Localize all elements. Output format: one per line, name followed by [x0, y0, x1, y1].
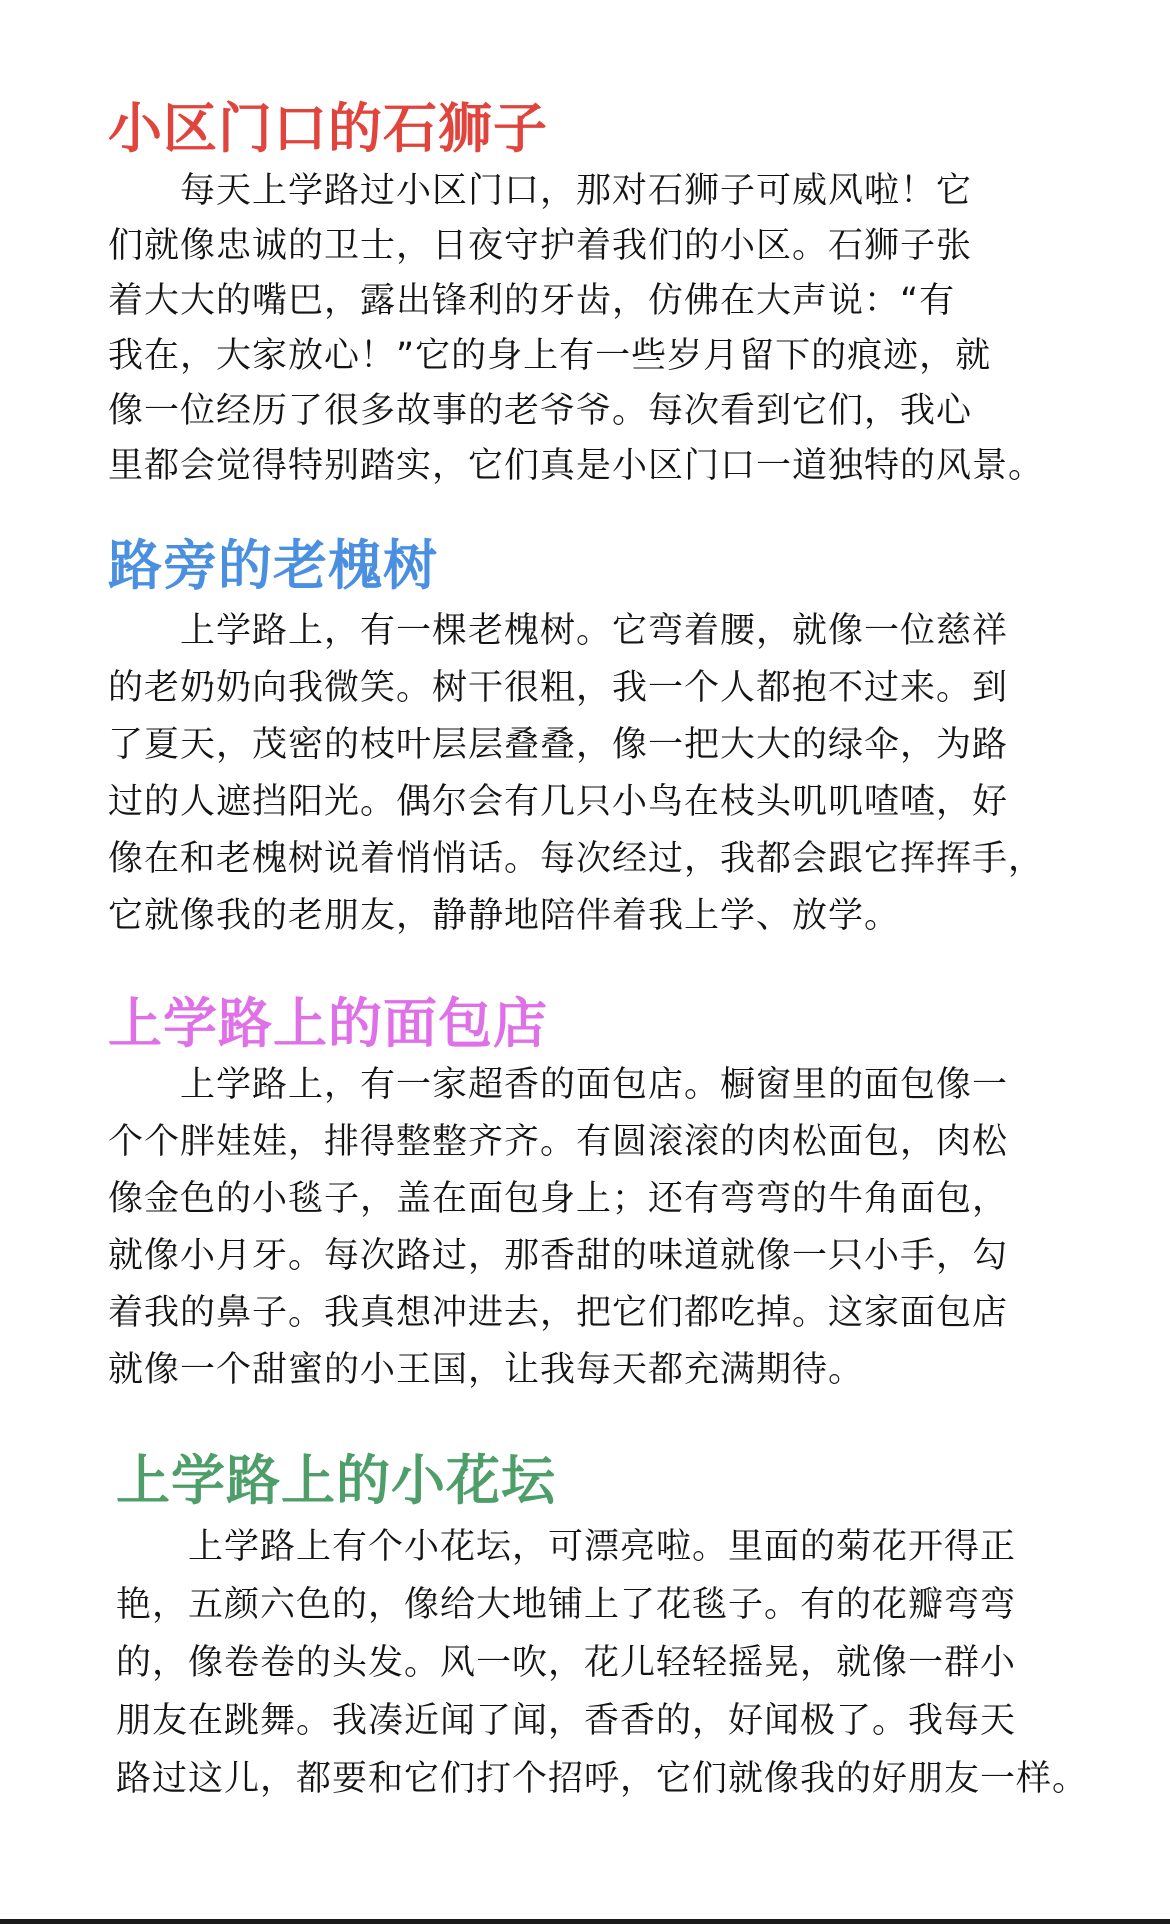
section-title: 上学路上的面包店 — [108, 992, 548, 1055]
paragraph-line: 朋友在跳舞。我凑近闻了闻，香香的，好闻极了。我每天 — [116, 1701, 1017, 1741]
paragraph-line: 们就像忠诚的卫士，日夜守护着我们的小区。石狮子张 — [108, 226, 973, 266]
paragraph-line: 了夏天，茂密的枝叶层层叠叠，像一把大大的绿伞，为路 — [108, 725, 1009, 765]
section-paragraph — [116, 1518, 1106, 1808]
paragraph-line: 路过这儿，都要和它们打个招呼，它们就像我的好朋友一样。 — [116, 1759, 1089, 1799]
paragraph-line: 它就像我的老朋友，静静地陪伴着我上学、放学。 — [108, 896, 901, 936]
paragraph-line: 的，像卷卷的头发。风一吹，花儿轻轻摇晃，就像一群小 — [116, 1643, 1017, 1683]
paragraph-line: 艳，五颜六色的，像给大地铺上了花毯子。有的花瓣弯弯 — [116, 1585, 1017, 1625]
paragraph-line: 上学路上，有一棵老槐树。它弯着腰，就像一位慈祥 — [180, 611, 1009, 651]
paragraph-line: 的老奶奶向我微笑。树干很粗，我一个人都抱不过来。到 — [108, 668, 1009, 708]
section-paragraph — [108, 603, 1098, 945]
paragraph-line: 着我的鼻子。我真想冲进去，把它们都吃掉。这家面包店 — [108, 1293, 1009, 1333]
section-title: 路旁的老槐树 — [108, 534, 438, 597]
section-bakery — [108, 993, 1098, 1399]
section-title: 上学路上的小花坛 — [116, 1449, 556, 1512]
bottom-divider — [0, 1919, 1170, 1924]
paragraph-line: 上学路上，有一家超香的面包店。橱窗里的面包像一 — [180, 1065, 1009, 1105]
paragraph-line: 就像一个甜蜜的小王国，让我每天都充满期待。 — [108, 1350, 865, 1390]
paragraph-line: 个个胖娃娃，排得整整齐齐。有圆滚滚的肉松面包，肉松 — [108, 1122, 1009, 1162]
section-old-locust-tree — [108, 535, 1098, 945]
paragraph-line: 过的人遮挡阳光。偶尔会有几只小鸟在枝头叽叽喳喳，好 — [108, 782, 1009, 822]
paragraph-line: 像在和老槐树说着悄悄话。每次经过，我都会跟它挥挥手， — [108, 839, 1045, 879]
paragraph-line: 每天上学路过小区门口，那对石狮子可威风啦！它 — [180, 171, 973, 211]
paragraph-line: 我在，大家放心！”它的身上有一些岁月留下的痕迹，就 — [108, 336, 992, 376]
paragraph-line: 上学路上有个小花坛，可漂亮啦。里面的菊花开得正 — [188, 1527, 1017, 1567]
section-paragraph — [108, 164, 1098, 494]
section-flower-bed — [116, 1450, 1106, 1808]
paragraph-line: 里都会觉得特别踏实，它们真是小区门口一道独特的风景。 — [108, 446, 1045, 486]
section-title: 小区门口的石狮子 — [108, 97, 548, 160]
paragraph-line: 就像小月牙。每次路过，那香甜的味道就像一只小手，勾 — [108, 1236, 1009, 1276]
section-paragraph — [108, 1057, 1098, 1399]
paragraph-line: 像金色的小毯子，盖在面包身上；还有弯弯的牛角面包， — [108, 1179, 1009, 1219]
paragraph-line: 着大大的嘴巴，露出锋利的牙齿，仿佛在大声说：“有 — [108, 281, 956, 321]
section-stone-lions — [108, 98, 1098, 494]
paragraph-line: 像一位经历了很多故事的老爷爷。每次看到它们，我心 — [108, 391, 973, 431]
